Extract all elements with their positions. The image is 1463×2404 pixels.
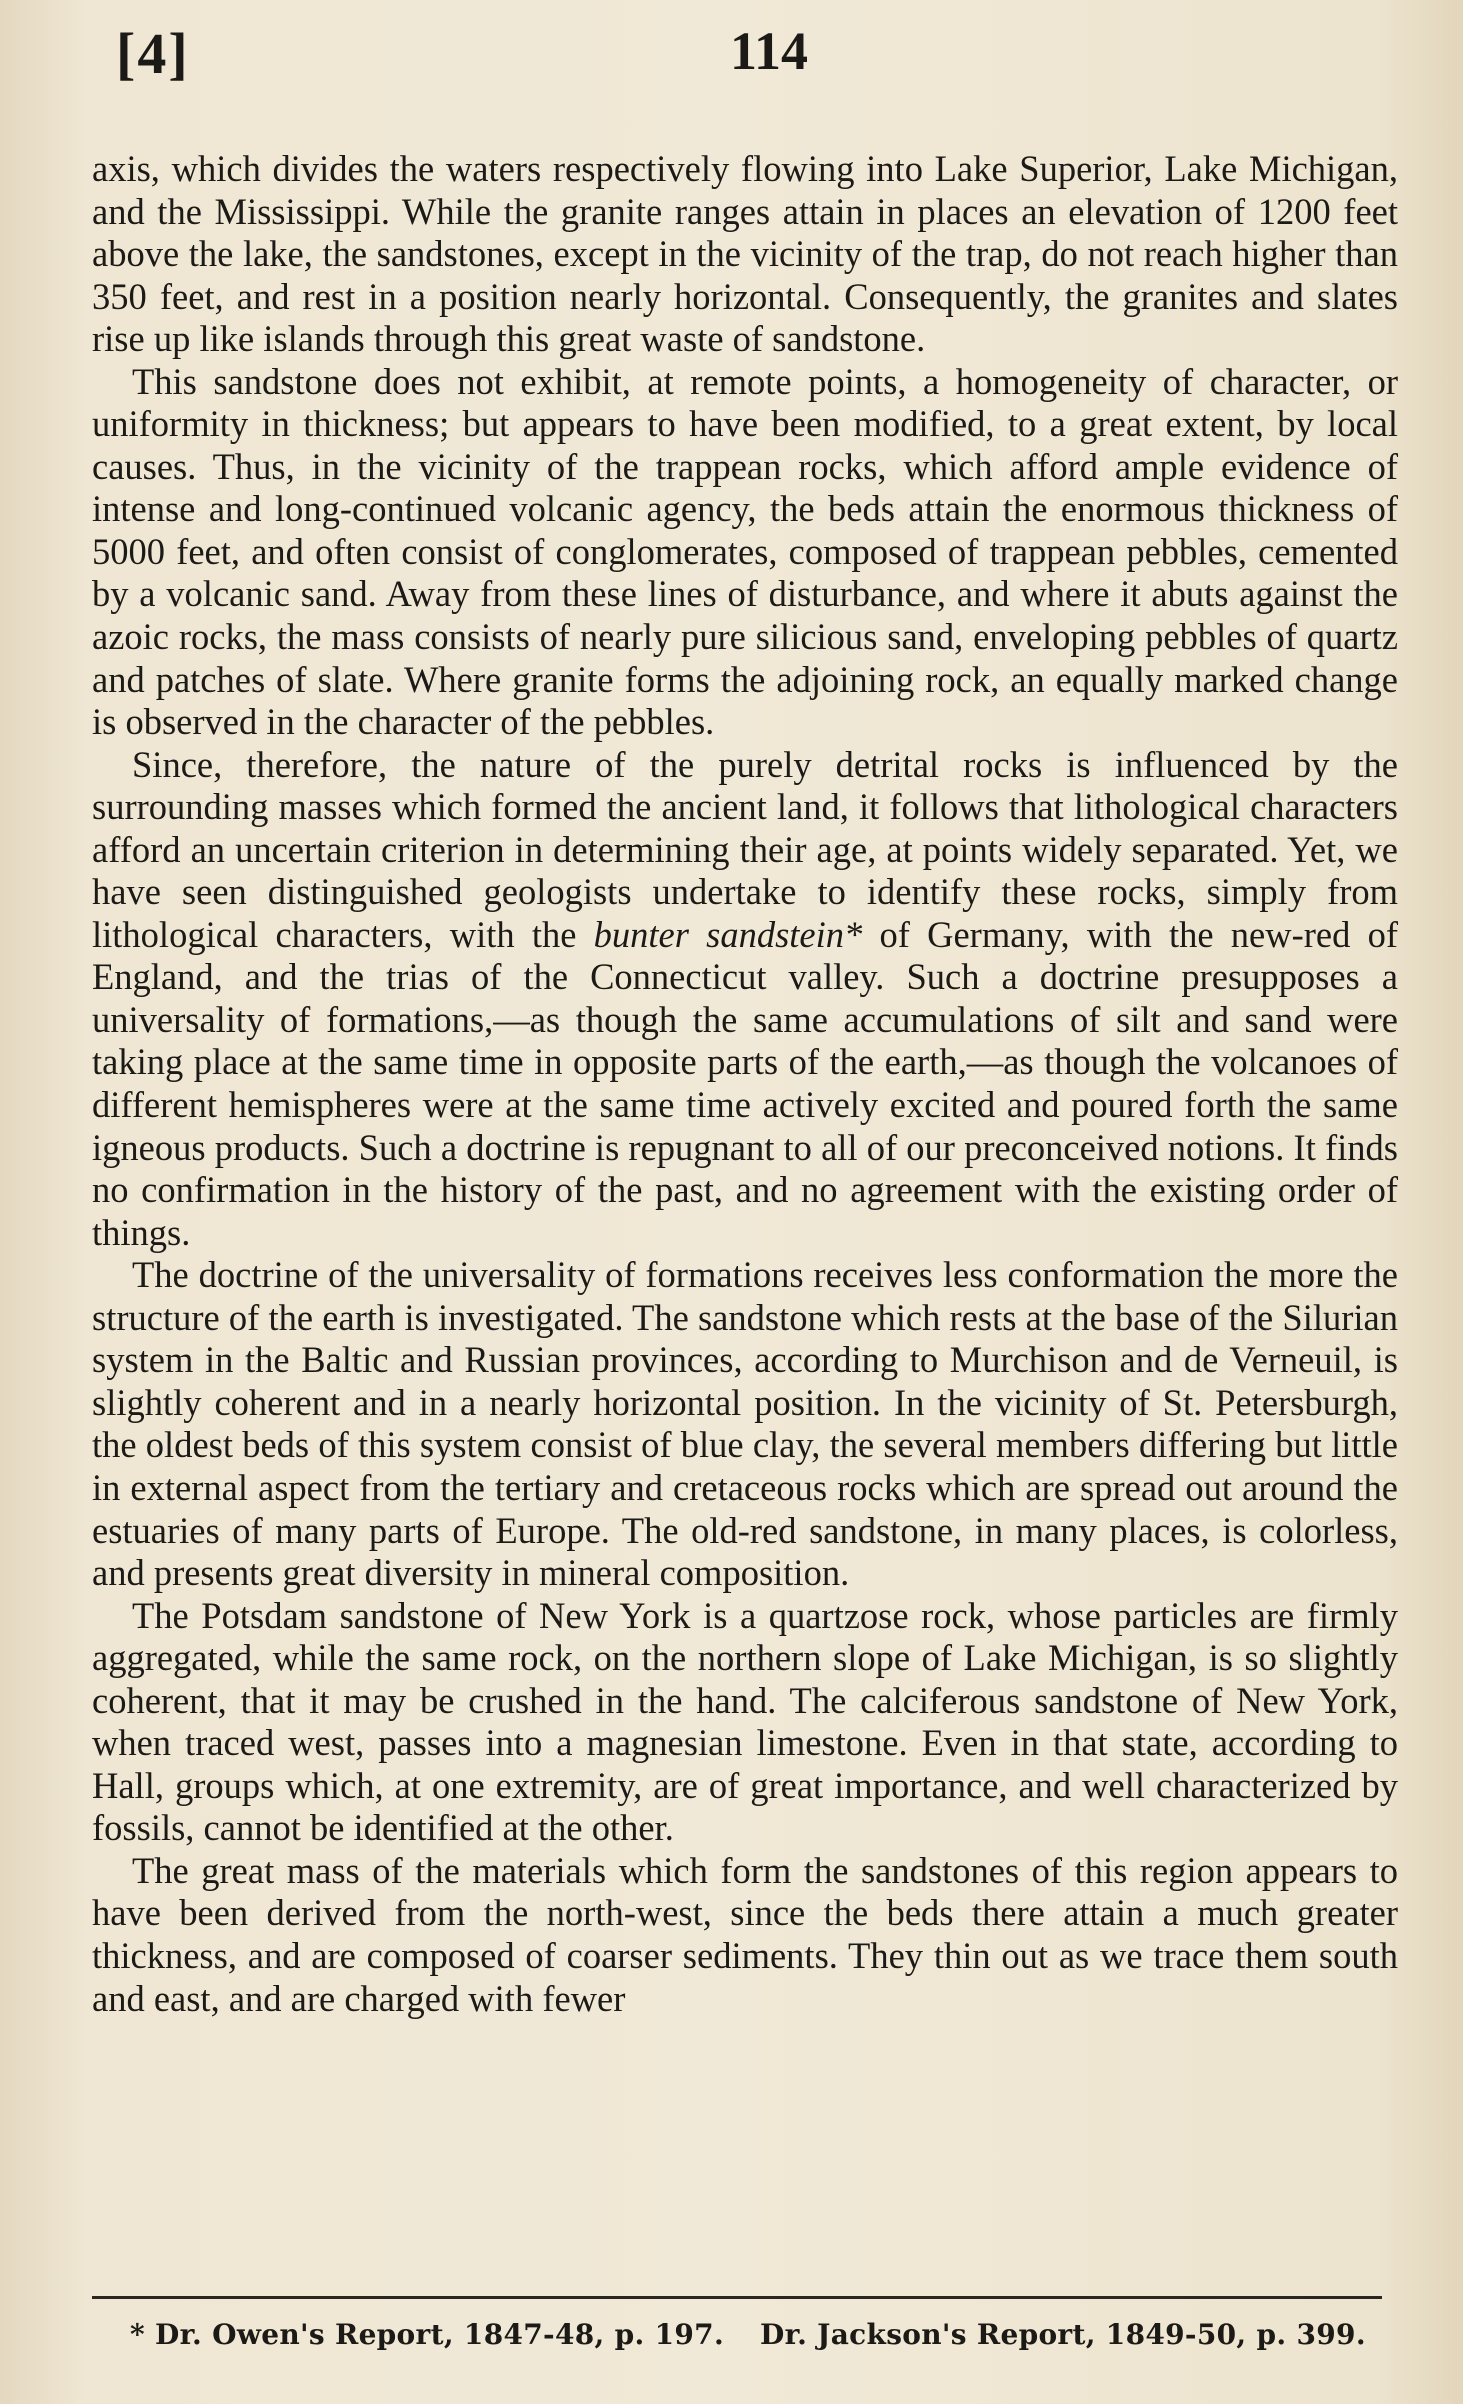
body-text	[92, 148, 1398, 2020]
paragraph-6: The great mass of the materials which form the sandstones of this region appears to have been derived from the north-west, since the beds there attain a much greater thickness, and are composed of coarser sediments. They thin out as we trace them south and east, and are charged with fewer	[92, 1849, 1398, 2019]
page-number: 114	[730, 21, 809, 81]
footnote	[130, 2318, 1380, 2351]
paragraph-5: The Potsdam sandstone of New York is a quartzose rock, whose particles are firmly aggregated, while the same rock, on the northern slope of Lake Michigan, is so slightly coherent, that it may be crushed in the hand. The calciferous sandstone of New York, when traced west, passes into a magnesian limestone. Even in that state, according to Hall, groups which, at one extremity, are of great importance, and well characterized by fossils, cannot be identified at the other.	[92, 1594, 1398, 1849]
paragraph-3-start: Since, therefore, the nature of the purely detrital rocks is influenced by the surrounding masses which formed the ancient land, it follows that lithological characters afford an uncertain criterion in determining their age, at points widely separated. Yet, we have seen distinguished geologists undertake to identify these rocks, simply from lithological characters, with the	[92, 743, 1398, 955]
page-header	[110, 14, 1353, 84]
footnote-reference-term: bunter sandstein*	[593, 913, 863, 955]
footnote-citation-jackson: Dr. Jackson's Report, 1849-50, p. 399.	[760, 2318, 1366, 2351]
paragraph-3	[92, 744, 1398, 1255]
footnote-divider	[92, 2296, 1382, 2299]
footnote-citation-owen: * Dr. Owen's Report, 1847-48, p. 197.	[130, 2318, 724, 2351]
paragraph-2: This sandstone does not exhibit, at remote points, a homogeneity of character, or uniformity in thickness; but appears to have been modified, to a great extent, by local causes. Thus, in the vicinity of the trappean rocks, which afford ample evidence of intense and long-continued volcanic agency, the beds attain the enormous thickness of 5000 feet, and often consist of conglomerates, composed of trappean pebbles, cemented by a volcanic sand. Away from these lines of disturbance, and where it abuts against the azoic rocks, the mass consists of nearly pure silicious sand, enveloping pebbles of quartz and patches of slate. Where granite forms the adjoining rock, an equally marked change is observed in the character of the pebbles.	[92, 360, 1398, 743]
paragraph-1: axis, which divides the waters respectively flowing into Lake Superior, Lake Michigan, and the Mississippi. While the granite ranges attain in places an elevation of 1200 feet above the lake, the sandstones, except in the vicinity of the trap, do not reach higher than 350 feet, and rest in a position nearly horizontal. Consequently, the granites and slates rise up like islands through this great waste of sandstone.	[92, 148, 1398, 360]
paragraph-3-end: of Germany, with the new-red of England, and the trias of the Connecticut valley. Such a doctrine presupposes a universality of formations,—as though the same accumulations of silt and sand were taking place at the same time in opposite parts of the earth,—as though the volcanoes of different hemispheres were at the same time actively excited and poured forth the same igneous products. Such a doctrine is repugnant to all of our preconceived notions. It finds no confirmation in the history of the past, and no agreement with the existing order of things.	[92, 913, 1398, 1253]
signature-mark: [4]	[116, 21, 190, 86]
paragraph-4: The doctrine of the universality of formations receives less conformation the more the structure of the earth is investigated. The sandstone which rests at the base of the Silurian system in the Baltic and Russian provinces, according to Murchison and de Verneuil, is slightly coherent and in a nearly horizontal position. In the vicinity of St. Petersburgh, the oldest beds of this system consist of blue clay, the several members differing but little in external aspect from the tertiary and cretaceous rocks which are spread out around the estuaries of many parts of Europe. The old-red sandstone, in many places, is colorless, and presents great diversity in mineral composition.	[92, 1254, 1398, 1594]
